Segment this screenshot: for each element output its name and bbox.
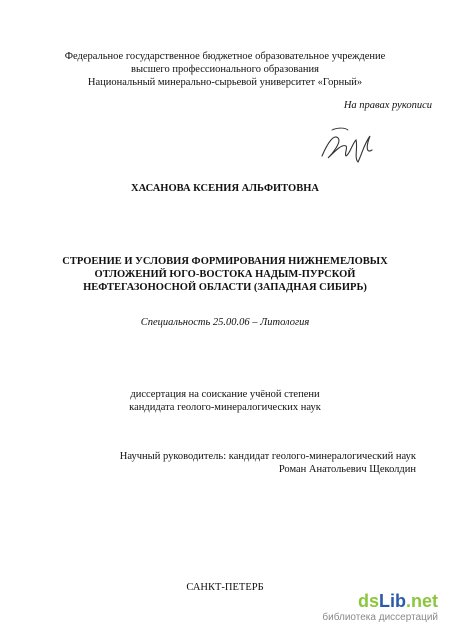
author-name: ХАСАНОВА КСЕНИЯ АЛЬФИТОВНА xyxy=(131,183,319,194)
city: САНКТ-ПЕТЕРБ xyxy=(186,582,264,593)
logo-part-ds: ds xyxy=(357,591,379,611)
institution-line-2: высшего профессионального образования xyxy=(131,64,319,75)
specialty: Специальность 25.00.06 – Литология xyxy=(140,317,310,328)
logo-part-net: .net xyxy=(405,591,438,611)
logo-part-lib: Lib xyxy=(378,591,406,611)
supervisor-line-2: Роман Анатольевич Щеколдин xyxy=(278,464,416,475)
title-line-2: ОТЛОЖЕНИЙ ЮГО-ВОСТОКА НАДЫМ-ПУРСКОЙ xyxy=(94,269,356,280)
institution-line-3: Национальный минерально-сырьевой университет «Горный» xyxy=(87,77,363,88)
signature-icon xyxy=(318,124,376,168)
rights-note: На правах рукописи xyxy=(343,100,432,111)
title-line-1: СТРОЕНИЕ И УСЛОВИЯ ФОРМИРОВАНИЯ НИЖНЕМЕЛОВЫХ xyxy=(62,256,388,267)
dslib-watermark xyxy=(322,591,438,627)
title-line-3: НЕФТЕГАЗОНОСНОЙ ОБЛАСТИ (ЗАПАДНАЯ СИБИРЬ) xyxy=(83,282,367,293)
degree-line-2: кандидата геолого-минералогических наук xyxy=(129,402,321,413)
degree-line-1: диссертация на соискание учёной степени xyxy=(130,389,320,400)
dslib-logo xyxy=(358,591,438,611)
institution-line-1: Федеральное государственное бюджетное образовательное учреждение xyxy=(64,51,386,62)
supervisor-line-1: Научный руководитель: кандидат геолого-минералогический наук xyxy=(119,451,416,462)
watermark-caption: библиотека диссертаций xyxy=(322,612,438,623)
